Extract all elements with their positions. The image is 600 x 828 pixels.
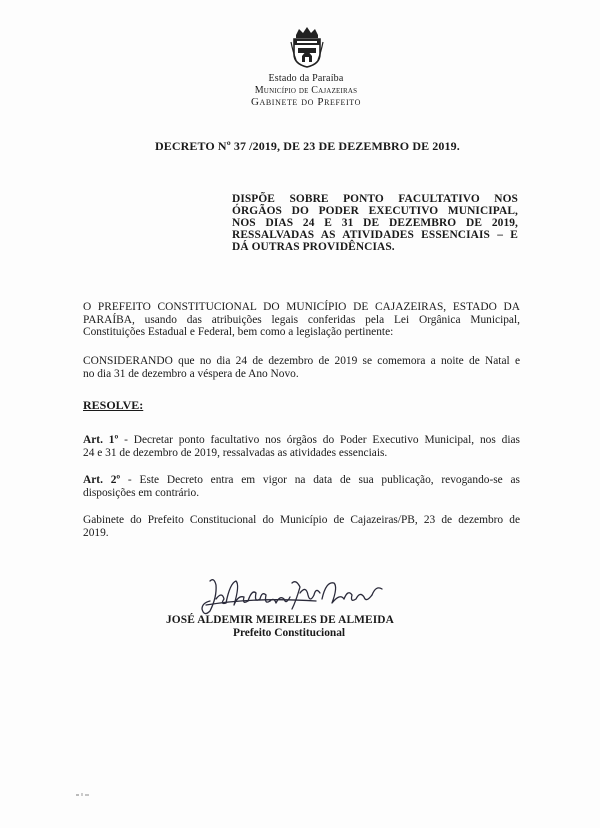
article-2-line: disposições em contrário. xyxy=(83,486,200,499)
gabinete-line: Gabinete do Prefeito Constitucional do Município de Cajazeiras/PB, 23 de dezembro de xyxy=(83,514,520,526)
ementa-line: ÓRGÃOS DO PODER EXECUTIVO MUNICIPAL, xyxy=(232,205,518,217)
decree-title: DECRETO Nº 37 /2019, DE 23 DE DEZEMBRO DE 2019. xyxy=(155,139,460,153)
gabinete-paragraph xyxy=(83,514,520,539)
header-office: Gabinete do Prefeito xyxy=(250,96,362,108)
ementa-line: RESSALVADAS AS ATIVIDADES ESSENCIAIS – E xyxy=(232,229,518,241)
considerando-line: no dia 31 de dezembro a véspera de Ano Novo. xyxy=(83,367,299,380)
signer-name: JOSÉ ALDEMIR MEIRELES DE ALMEIDA xyxy=(166,614,394,626)
header-municipality: Município de Cajazeiras xyxy=(254,85,358,96)
signer-role: Prefeito Constitucional xyxy=(233,627,346,639)
article-2-label: Art. 2º xyxy=(83,474,121,486)
intro-paragraph xyxy=(83,301,520,339)
ementa-line: DÁ OUTRAS PROVIDÊNCIAS. xyxy=(232,241,395,253)
considerando-paragraph xyxy=(83,355,520,380)
decree-ementa xyxy=(232,193,518,253)
gabinete-line: 2019. xyxy=(83,526,109,539)
article-2 xyxy=(83,474,520,499)
article-1-text: - Decretar ponto facultativo nos órgãos do Poder Executivo Municipal, nos dias xyxy=(118,434,520,446)
handwritten-signature xyxy=(196,575,386,619)
article-1-line: 24 e 31 de dezembro de 2019, ressalvadas as atividades essenciais. xyxy=(83,446,388,459)
municipal-coat-of-arms-icon xyxy=(290,26,324,68)
intro-line: O PREFEITO CONSTITUCIONAL DO MUNICÍPIO DE CAJAZEIRAS, ESTADO DA xyxy=(83,301,520,313)
considerando-line: CONSIDERANDO que no dia 24 de dezembro de 2019 se comemora a noite de Natal e xyxy=(83,355,520,367)
article-1-label: Art. 1º xyxy=(83,434,119,446)
article-2-text: - Este Decreto entra em vigor na data de sua publicação, revogando-se as xyxy=(120,474,520,486)
intro-line: PARAÍBA, usando das atribuições legais conferidas pela Lei Orgânica Municipal, xyxy=(83,313,520,326)
ementa-line: NOS DIAS 24 E 31 DE DEZEMBRO DE 2019, xyxy=(232,217,518,229)
ementa-line: DISPÕE SOBRE PONTO FACULTATIVO NOS xyxy=(232,193,518,205)
article-2-line xyxy=(83,474,520,487)
article-1 xyxy=(83,434,520,459)
scan-speck xyxy=(76,792,90,798)
header-state: Estado da Paraíba xyxy=(268,73,344,84)
resolve-heading: RESOLVE: xyxy=(83,398,144,412)
article-1-line xyxy=(83,434,520,447)
intro-line: Constituições Estadual e Federal, bem como a legislação pertinente: xyxy=(83,326,394,338)
